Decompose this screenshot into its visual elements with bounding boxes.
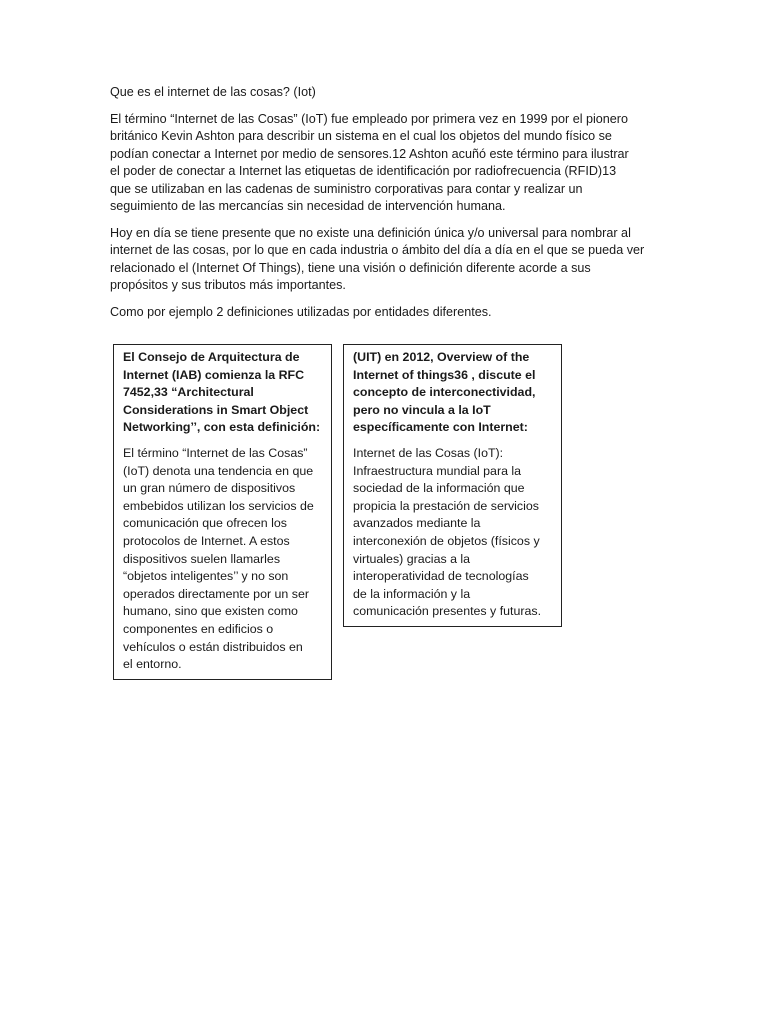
paragraph-line: podían conectar a Internet por medio de sensores.12 Ashton acuñó este término para ilustrar (110, 146, 629, 161)
body-line: interoperatividad de tecnologías (353, 569, 529, 584)
paragraph-line: que se utilizaban en las cadenas de suministro corporativas para contar y realizar un (110, 181, 583, 196)
heading-line: Networking’’, con esta definición: (123, 420, 321, 435)
paragraph-line: relacionado el (Internet Of Things), tiene una visión o definición diferente acorde a sus (110, 260, 591, 275)
uit-definition-box (343, 344, 562, 627)
box-body (353, 445, 553, 621)
paragraph-examples: Como por ejemplo 2 definiciones utilizadas por entidades diferentes. (110, 304, 492, 319)
iab-definition-box (113, 344, 332, 680)
paragraph-line: seguimiento de las mercancías sin necesidad de intervención humana. (110, 199, 506, 213)
box-body (123, 445, 323, 674)
heading-line: Internet (IAB) comienza la RFC (123, 367, 305, 382)
heading-line: Internet of things36 , discute el (353, 367, 536, 382)
body-line: humano, sino que existen como (123, 604, 298, 619)
body-line: dispositivos suelen llamarles (123, 551, 281, 566)
body-line: avanzados mediante la (353, 516, 481, 531)
heading-line: Considerations in Smart Object (123, 402, 309, 417)
body-line: comunicación presentes y futuras. (353, 604, 542, 619)
body-line: El término “Internet de las Cosas” (123, 445, 308, 460)
heading-line: El Consejo de Arquitectura de (123, 350, 300, 364)
body-line: virtuales) gracias a la (353, 551, 471, 566)
paragraph-definition (110, 225, 662, 295)
paragraph-line: británico Kevin Ashton para describir un sistema en el cual los objetos del mundo físico se (110, 129, 612, 143)
heading-line: 7452,33 “Architectural (123, 385, 254, 400)
body-line: comunicación que ofrecen los (123, 516, 287, 531)
body-line: de la información y la (353, 586, 471, 601)
body-line: protocolos de Internet. A estos (123, 533, 290, 548)
body-line: Internet de las Cosas (IoT): (353, 445, 504, 460)
paragraph-line: internet de las cosas, por lo que en cada industria o ámbito del día a día en el que se pueda ver (110, 243, 645, 257)
box-heading (123, 349, 323, 437)
body-line: interconexión de objetos (físicos y (353, 533, 540, 548)
document-title: Que es el internet de las cosas? (Iot) (110, 85, 316, 99)
heading-line: específicamente con Internet: (353, 420, 528, 435)
body-line: embebidos utilizan los servicios de (123, 498, 314, 513)
body-line: sociedad de la información que (353, 481, 525, 496)
body-line: Infraestructura mundial para la (353, 463, 522, 478)
body-line: vehículos o están distribuidos en (123, 639, 303, 654)
body-line: operados directamente por un ser (123, 586, 309, 601)
body-line: el entorno. (123, 657, 182, 672)
body-line: un gran número de dispositivos (123, 481, 296, 496)
heading-line: (UIT) en 2012, Overview of the (353, 350, 530, 364)
box-heading (353, 349, 553, 437)
paragraph-line: el poder de conectar a Internet las etiquetas de identificación por radiofrecuencia (RFID)13 (110, 164, 617, 178)
paragraph-line: propósitos y sus tributos más importantes. (110, 278, 346, 292)
paragraph-history (110, 111, 662, 216)
heading-line: concepto de interconectividad, (353, 385, 536, 400)
document-page (110, 84, 662, 321)
body-line: (IoT) denota una tendencia en que (123, 463, 314, 478)
paragraph-line: Hoy en día se tiene presente que no existe una definición única y/o universal para nombrar al (110, 225, 631, 240)
body-line: propicia la prestación de servicios (353, 498, 539, 513)
paragraph-line: El término “Internet de las Cosas” (IoT) fue empleado por primera vez en 1999 por el pionero (110, 111, 629, 126)
heading-line: pero no vincula a la IoT (353, 402, 491, 417)
body-line: componentes en edificios o (123, 621, 274, 636)
body-line: “objetos inteligentes’’ y no son (123, 569, 289, 584)
